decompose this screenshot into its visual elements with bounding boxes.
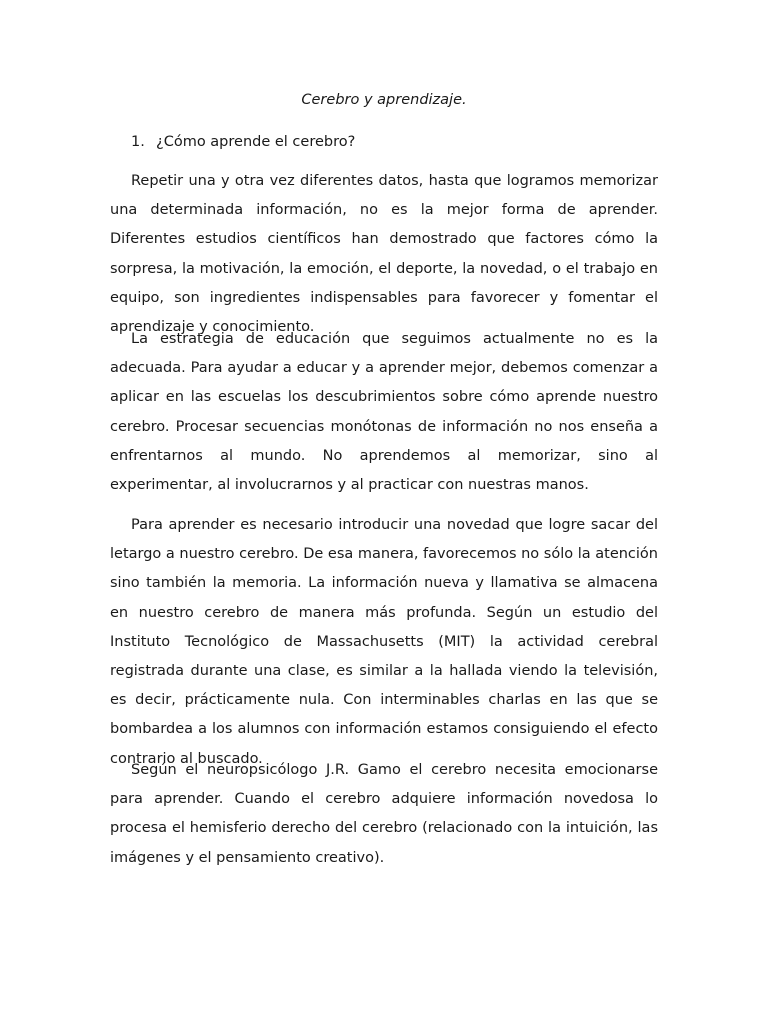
paragraph-1: Repetir una y otra vez diferentes datos, hasta que logramos memorizar una determinada información, no es la mejor forma de aprender. Diferentes estudios científicos han demostrado que factores cómo la sorpresa, la motivación, la emoción, el deporte, la novedad, o el trabajo en equipo, son ingredientes indispensables para favorecer y fomentar el aprendizaje y conocimiento. [110,173,658,336]
document-title: Cerebro y aprendizaje. [301,92,467,108]
paragraph-3: Para aprender es necesario introducir una novedad que logre sacar del letargo a nuestro cerebro. De esa manera, favorecemos no sólo la atención sino también la memoria. La información nueva y llamativa se almacena en nuestro cerebro de manera más profunda. Según un estudio del Instituto Tecnológico de Massachusetts (MIT) la actividad cerebral registrada durante una clase, es similar a la hallada viendo la televisión, es decir, prácticamente nula. Con interminables charlas en las que se bombardea a los alumnos con información estamos consiguiendo el efecto contrario al buscado. [110,517,658,767]
paragraph-2: La estrategia de educación que seguimos actualmente no es la adecuada. Para ayudar a educar y a aprender mejor, debemos comenzar a aplicar en las escuelas los descubrimientos sobre cómo aprende nuestro cerebro. Procesar secuencias monótonas de información no nos enseña a enfrentarnos al mundo. No aprendemos al memorizar, sino al experimentar, al involucrarnos y al practicar con nuestras manos. [110,331,658,494]
section-heading-text: ¿Cómo aprende el cerebro? [156,134,356,150]
section-heading [131,132,355,152]
section-number: 1. [131,134,145,150]
paragraph-4: Según el neuropsicólogo J.R. Gamo el cerebro necesita emocionarse para aprender. Cuando el cerebro adquiere información novedosa lo procesa el hemisferio derecho del cerebro (relacionado con la intuición, las imágenes y el pensamiento creativo). [110,762,658,866]
